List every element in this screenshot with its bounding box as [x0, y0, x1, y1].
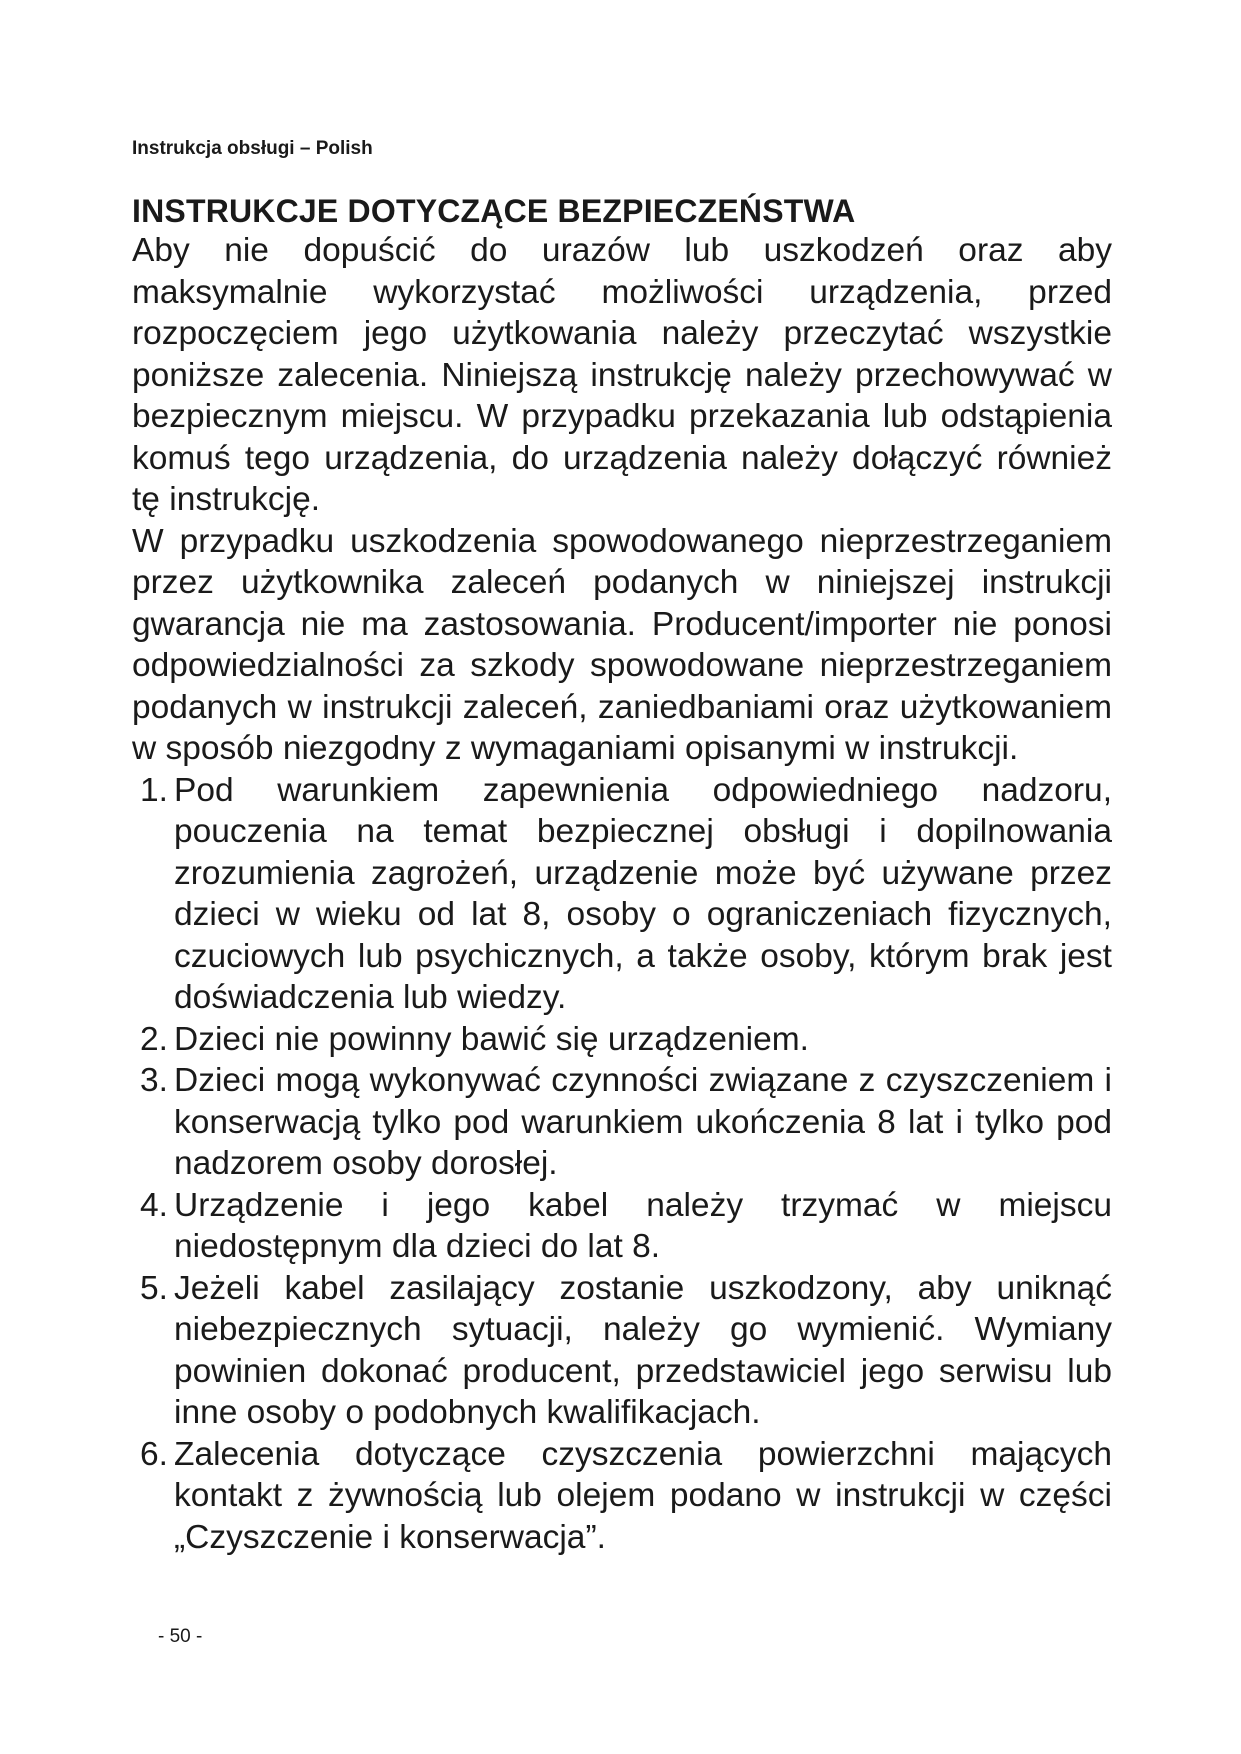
list-item — [132, 1060, 1112, 1185]
safety-list — [132, 770, 1112, 1559]
list-item-text: Urządzenie i jego kabel należy trzymać w miejscu niedostępnym dla dzieci do lat 8. — [174, 1186, 1112, 1265]
list-item-text: Zalecenia dotyczące czyszczenia powierzchni mających kontakt z żywnością lub olejem podano w instrukcji w części „Czyszczenie i konserwacja”. — [174, 1435, 1112, 1556]
list-item-number: 6. — [140, 1435, 168, 1473]
list-item-number: 2. — [140, 1020, 168, 1058]
list-item-number: 5. — [140, 1269, 168, 1307]
list-item — [132, 1019, 1112, 1061]
list-item-number: 4. — [140, 1186, 168, 1224]
list-item-text: Jeżeli kabel zasilający zostanie uszkodzony, aby uniknąć niebezpiecznych sytuacji, należy go wymienić. Wymiany powinien dokonać producent, przedstawiciel jego serwisu lub inne osoby o podobnych kwalifikacjach. — [174, 1269, 1112, 1431]
section-title: INSTRUKCJE DOTYCZĄCE BEZPIECZEŃSTWA — [132, 193, 856, 229]
list-item — [132, 770, 1112, 1019]
list-item — [132, 1268, 1112, 1434]
list-item-text: Dzieci mogą wykonywać czynności związane z czyszczeniem i konserwacją tylko pod warunkiem ukończenia 8 lat i tylko pod nadzorem osoby dorosłej. — [174, 1062, 1112, 1182]
list-item-number: 1. — [140, 771, 168, 809]
list-item-text: Pod warunkiem zapewnienia odpowiedniego nadzoru, pouczenia na temat bezpiecznej obsługi i dopilnowania zrozumienia zagrożeń, urządzenie może być używane przez dzieci w wieku od lat 8, osoby o ograniczeniach fizycznych, czuciowych lub psychicznych, a także osoby, którym brak jest doświadczenia lub wiedzy. — [174, 771, 1112, 1016]
list-item-number: 3. — [140, 1062, 168, 1099]
page-number: - 50 - — [158, 1626, 203, 1647]
running-header: Instrukcja obsługi – Polish — [132, 138, 373, 159]
intro-paragraph: Aby nie dopuścić do urazów lub uszkodzeń oraz aby maksymalnie wykorzystać możliwości urządzenia, przed rozpoczęciem jego użytkowania należy przeczytać wszystkie poniższe zalecenia. Niniejszą instrukcję należy przechowywać w bezpiecznym miejscu. W przypadku przekazania lub odstąpienia komuś tego urządzenia, do urządzenia należy dołączyć również tę instrukcję. — [132, 232, 1112, 518]
list-item — [132, 1185, 1112, 1268]
list-item-text: Dzieci nie powinny bawić się urządzeniem. — [174, 1020, 809, 1058]
warranty-paragraph: W przypadku uszkodzenia spowodowanego nieprzestrzeganiem przez użytkownika zaleceń podanych w niniejszej instrukcji gwarancja nie ma zastosowania. Producent/importer nie ponosi odpowiedzialności za szkody spowodowane nieprzestrzeganiem podanych w instrukcji zaleceń, zaniedbaniami oraz użytkowaniem w sposób niezgodny z wymaganiami opisanymi w instrukcji. — [132, 522, 1112, 767]
list-item — [132, 1434, 1112, 1559]
page-content — [132, 192, 1112, 1558]
